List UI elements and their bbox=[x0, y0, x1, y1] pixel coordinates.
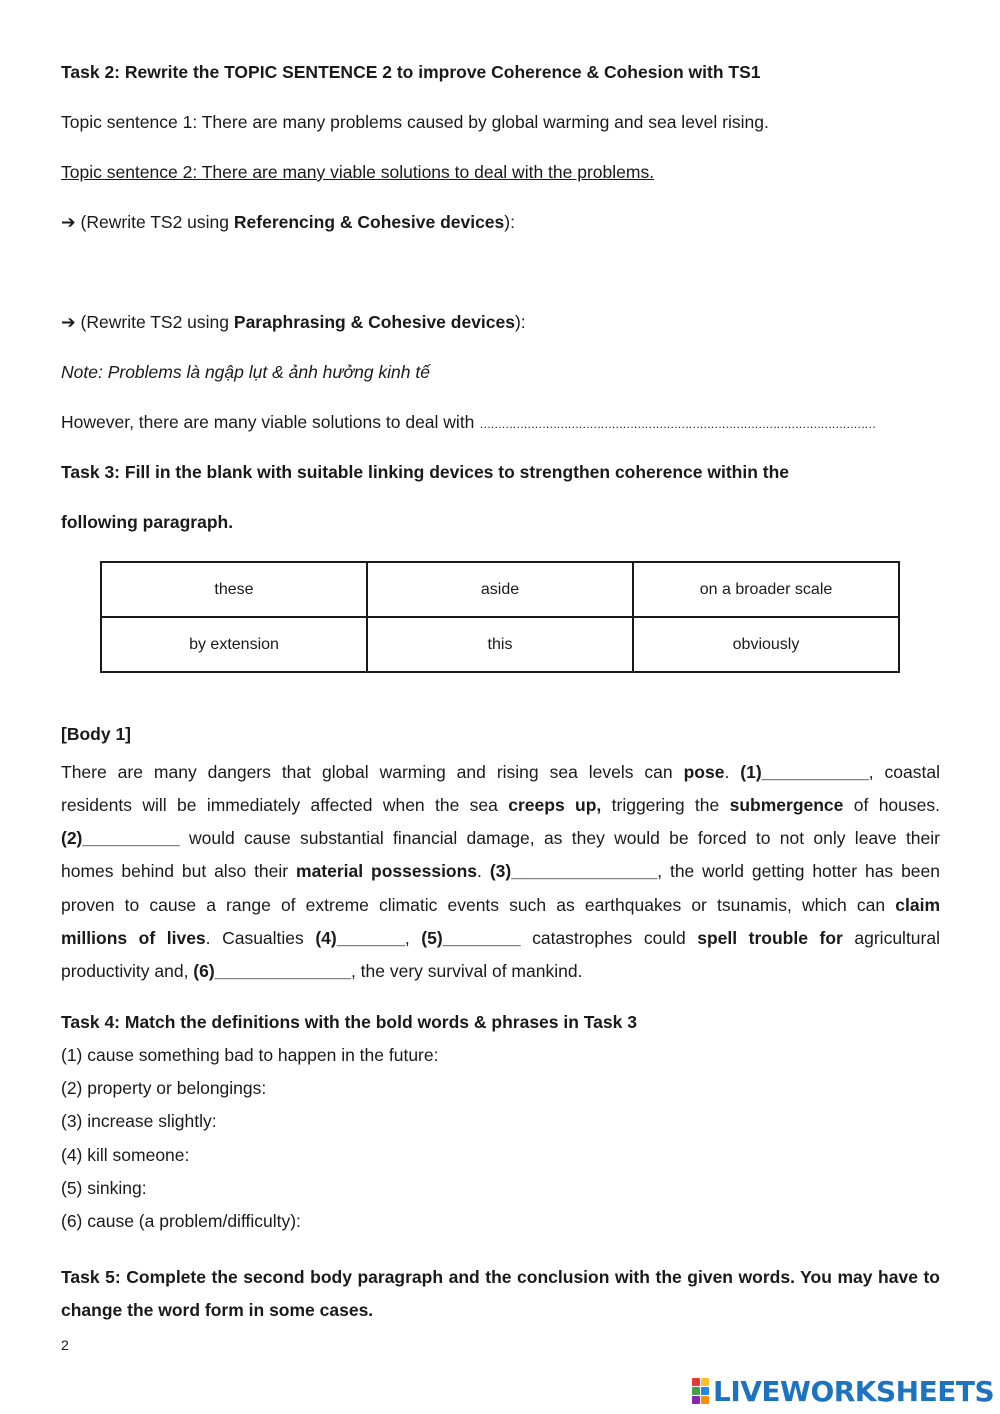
word-bank-row bbox=[101, 617, 899, 672]
logo-square bbox=[692, 1396, 700, 1404]
paragraph-line-4: homes behind but also their material possessions. (3)_______________, the world getting hotter has been bbox=[61, 861, 940, 881]
task5-heading-line1: Task 5: Complete the second body paragraph and the conclusion with the given words. You may have to bbox=[61, 1267, 940, 1287]
paragraph-line-7: productivity and, (6)______________, the very survival of mankind. bbox=[61, 961, 583, 981]
definition-item: (2) property or belongings: bbox=[61, 1078, 267, 1098]
blank-2[interactable]: (2)__________ bbox=[61, 828, 180, 848]
rewrite-instruction-referencing: ➔ (Rewrite TS2 using Referencing & Cohesive devices): bbox=[61, 212, 515, 232]
arrow-right-icon: ➔ bbox=[61, 312, 76, 332]
word-bank-cell: aside bbox=[367, 562, 633, 617]
paragraph-line-3: (2)__________ would cause substantial financial damage, as they would be forced to not only leave their bbox=[61, 828, 940, 848]
arrow-right-icon: ➔ bbox=[61, 212, 76, 232]
logo-mark-icon bbox=[692, 1378, 709, 1404]
blank-3[interactable]: (3)_______________ bbox=[489, 861, 658, 881]
paragraph-line-5: proven to cause a range of extreme climatic events such as earthquakes or tsunamis, which can claim bbox=[61, 895, 940, 915]
topic-sentence-2: Topic sentence 2: There are many viable solutions to deal with the problems. bbox=[61, 162, 655, 182]
blank-5[interactable]: (5)________ bbox=[421, 928, 521, 948]
logo-square bbox=[692, 1378, 700, 1386]
topic-sentence-1: Topic sentence 1: There are many problems caused by global warming and sea level rising. bbox=[61, 112, 769, 132]
blank-6[interactable]: (6)______________ bbox=[193, 961, 351, 981]
logo-square bbox=[701, 1378, 709, 1386]
paragraph-line-1: There are many dangers that global warming and rising sea levels can pose. (1)___________, coastal bbox=[61, 762, 940, 782]
task3-heading-line1: Task 3: Fill in the blank with suitable linking devices to strengthen coherence within the bbox=[61, 462, 790, 482]
vietnamese-note: Note: Problems là ngập lụt & ảnh hưởng kinh tế bbox=[61, 362, 430, 382]
definition-item: (6) cause (a problem/difficulty): bbox=[61, 1211, 301, 1231]
however-sentence: However, there are many viable solutions to deal with ……………………………………………………………………………………………… bbox=[61, 412, 876, 432]
word-bank-cell: this bbox=[367, 617, 633, 672]
task4-heading: Task 4: Match the definitions with the bold words & phrases in Task 3 bbox=[61, 1012, 637, 1032]
task5-heading-line2: change the word form in some cases. bbox=[61, 1300, 374, 1320]
word-bank-cell: by extension bbox=[101, 617, 367, 672]
body1-label: [Body 1] bbox=[61, 724, 131, 744]
definition-item: (3) increase slightly: bbox=[61, 1111, 217, 1131]
logo-square bbox=[701, 1396, 709, 1404]
word-bank-cell: obviously bbox=[633, 617, 899, 672]
word-bank-row bbox=[101, 562, 899, 617]
definition-item: (1) cause something bad to happen in the future: bbox=[61, 1045, 439, 1065]
paragraph-line-6: millions of lives. Casualties (4)_______, (5)________ catastrophes could spell trouble for agricultural bbox=[61, 928, 940, 948]
logo-square bbox=[701, 1387, 709, 1395]
word-bank-table bbox=[100, 561, 900, 673]
blank-4[interactable]: (4)_______ bbox=[315, 928, 405, 948]
logo-text: LIVEWORKSHEETS bbox=[713, 1374, 995, 1408]
blank-1[interactable]: (1)___________ bbox=[740, 762, 869, 782]
word-bank-cell: on a broader scale bbox=[633, 562, 899, 617]
task2-heading: Task 2: Rewrite the TOPIC SENTENCE 2 to improve Coherence & Cohesion with TS1 bbox=[61, 62, 761, 82]
answer-blank-dots[interactable]: ……………………………………………………………………………………………… bbox=[479, 417, 876, 431]
task3-heading-line2: following paragraph. bbox=[61, 512, 234, 532]
definition-item: (5) sinking: bbox=[61, 1178, 147, 1198]
paragraph-line-2: residents will be immediately affected when the sea creeps up, triggering the submergence of houses. bbox=[61, 795, 940, 815]
logo-square bbox=[692, 1387, 700, 1395]
page-number: 2 bbox=[61, 1337, 69, 1353]
rewrite-instruction-paraphrasing: ➔ (Rewrite TS2 using Paraphrasing & Cohesive devices): bbox=[61, 312, 526, 332]
definition-item: (4) kill someone: bbox=[61, 1145, 190, 1165]
liveworksheets-logo bbox=[692, 1375, 994, 1407]
word-bank-cell: these bbox=[101, 562, 367, 617]
